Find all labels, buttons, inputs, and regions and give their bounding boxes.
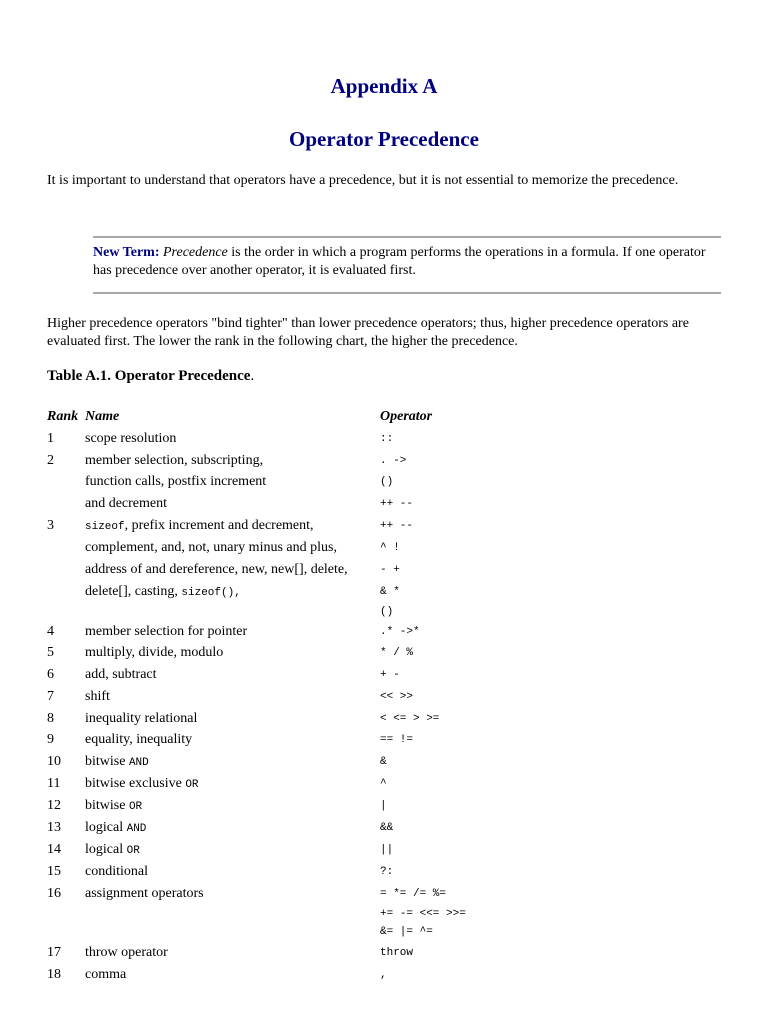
table-row [47,965,747,985]
row-name-code: AND [126,823,147,835]
row-name-code: OR [126,845,140,857]
row-name [85,965,126,985]
row-name [85,429,176,449]
row-rank: 14 [47,842,61,857]
table-row [47,904,747,924]
row-operator: * / % [380,647,414,659]
row-name-text: member selection, subscripting, [85,453,264,468]
row-name-text: shift [85,689,110,704]
row-operator: , [380,969,387,981]
row-operator: ++ -- [380,498,414,510]
intro-paragraph: It is important to understand that operators have a precedence, but it is not essential to memorize the precedence. [47,173,679,188]
row-rank: 4 [47,624,54,639]
row-name-text: add, subtract [85,667,157,682]
row-operator: .* ->* [380,626,420,638]
row-name [85,494,167,514]
row-name-code: OR [128,801,143,813]
row-rank: 8 [47,711,54,726]
row-operator: + - [380,669,400,681]
row-name [85,560,348,580]
row-operator: () [380,606,394,618]
table-row [47,643,747,663]
row-name [85,774,199,795]
row-operator: ?: [380,866,394,878]
header-operator: Operator [380,409,433,424]
row-name [85,472,266,492]
row-name-text: logical [85,842,127,857]
row-operator: () [380,476,394,488]
row-name-text: delete[], casting, [85,584,182,599]
row-operator: < <= > >= [380,713,440,725]
row-name [85,622,247,642]
row-operator: && [380,822,394,834]
row-name-code: AND [128,757,149,769]
row-rank: 15 [47,864,61,879]
row-name-text: scope resolution [85,431,177,446]
row-rank: 12 [47,798,61,813]
new-term-word: Precedence [163,245,228,260]
table-row [47,730,747,750]
table-row [47,774,747,794]
row-name-text: bitwise [85,754,129,769]
row-operator: throw [380,947,414,959]
row-rank: 16 [47,886,61,901]
row-name-text: function calls, postfix increment [85,474,267,489]
row-name-text: multiply, divide, modulo [85,645,224,660]
table-row [47,451,747,471]
row-rank: 7 [47,689,54,704]
row-name [85,538,337,558]
table-title-period: . [250,368,255,384]
row-rank: 18 [47,967,61,982]
bind-paragraph: Higher precedence operators "bind tighter" than lower precedence operators; thus, higher precedence operators are evaluated first. The lower the rank in the following chart, the higher the precedence. [47,316,689,349]
row-name [85,862,148,882]
row-operator: == != [380,734,414,746]
row-rank: 2 [47,453,54,468]
row-operator: | [380,800,387,812]
row-rank: 9 [47,732,54,747]
row-rank: 17 [47,945,61,960]
row-name [85,943,168,963]
table-row [47,687,747,707]
table-row [47,516,747,536]
row-name [85,582,241,603]
table-row [47,862,747,882]
table-title-text: Table A.1. Operator Precedence [47,368,251,384]
table-row [47,709,747,729]
row-rank: 5 [47,645,54,660]
row-operator: &= |= ^= [380,926,433,938]
new-term-label: New Term: [93,245,160,260]
row-rank: 10 [47,754,61,769]
row-operator: = *= /= %= [380,888,447,900]
row-name [85,884,204,904]
table-row [47,884,747,904]
new-term-note [93,236,721,294]
row-operator: += -= <<= >>= [380,908,466,920]
row-name [85,730,192,750]
row-name-text: complement, and, not, unary minus and plus, [85,540,337,555]
row-name-text: conditional [85,864,148,879]
row-name-text: bitwise [85,798,129,813]
new-term-definition: is the order in which a program performs the operations in a formula. If one operator has precedence over another operator, it is evaluated first. [93,245,706,278]
row-name [85,818,146,839]
table-row [47,796,747,816]
table-row [47,922,747,942]
table-row [47,622,747,642]
header-name: Name [85,409,120,424]
row-operator: ++ -- [380,520,414,532]
row-name [85,516,314,537]
table-row [47,582,747,602]
row-name-text: and decrement [85,496,168,511]
row-name-text: inequality relational [85,711,198,726]
row-name [85,451,263,471]
table-title [47,368,254,385]
row-name-text: bitwise exclusive [85,776,186,791]
row-rank: 11 [47,776,61,791]
row-rank: 1 [47,431,54,446]
table-row [47,538,747,558]
row-name [85,687,110,707]
row-name-text: comma [85,967,127,982]
row-name-text: member selection for pointer [85,624,248,639]
header-rank: Rank [47,409,79,424]
row-operator: . -> [380,455,407,467]
table-row [47,752,747,772]
row-name-text: logical [85,820,127,835]
table-row [47,602,747,622]
row-operator: ^ [380,778,387,790]
row-operator: & [380,756,387,768]
table-row [47,429,747,449]
row-name-text: throw operator [85,945,168,960]
row-name-text: address of and dereference, new, new[], delete, [85,562,348,577]
table-row [47,494,747,514]
row-rank: 3 [47,518,54,533]
row-name-text: equality, inequality [85,732,193,747]
row-name [85,752,149,773]
row-name-text: assignment operators [85,886,204,901]
table-row [47,665,747,685]
row-operator: ^ ! [380,542,400,554]
row-name-code: sizeof(), [181,587,241,599]
row-operator: :: [380,433,394,445]
table-row [47,472,747,492]
row-rank: 13 [47,820,61,835]
appendix-title: Appendix A [330,74,438,98]
row-name [85,840,140,861]
table-header-row [47,407,747,427]
table-row [47,943,747,963]
row-name-code: OR [185,779,199,791]
row-rank: 6 [47,667,54,682]
row-operator: || [380,844,394,856]
table-row [47,560,747,580]
row-operator: << >> [380,691,414,703]
row-name-text: , prefix increment and decrement, [124,518,314,533]
table-row [47,818,747,838]
chapter-title: Operator Precedence [289,127,479,151]
table-row [47,840,747,860]
row-name [85,709,197,729]
row-name [85,643,223,663]
row-name [85,796,142,817]
row-name [85,665,157,685]
row-operator: - + [380,564,400,576]
row-operator: & * [380,586,400,598]
row-name-code: sizeof [85,521,125,533]
